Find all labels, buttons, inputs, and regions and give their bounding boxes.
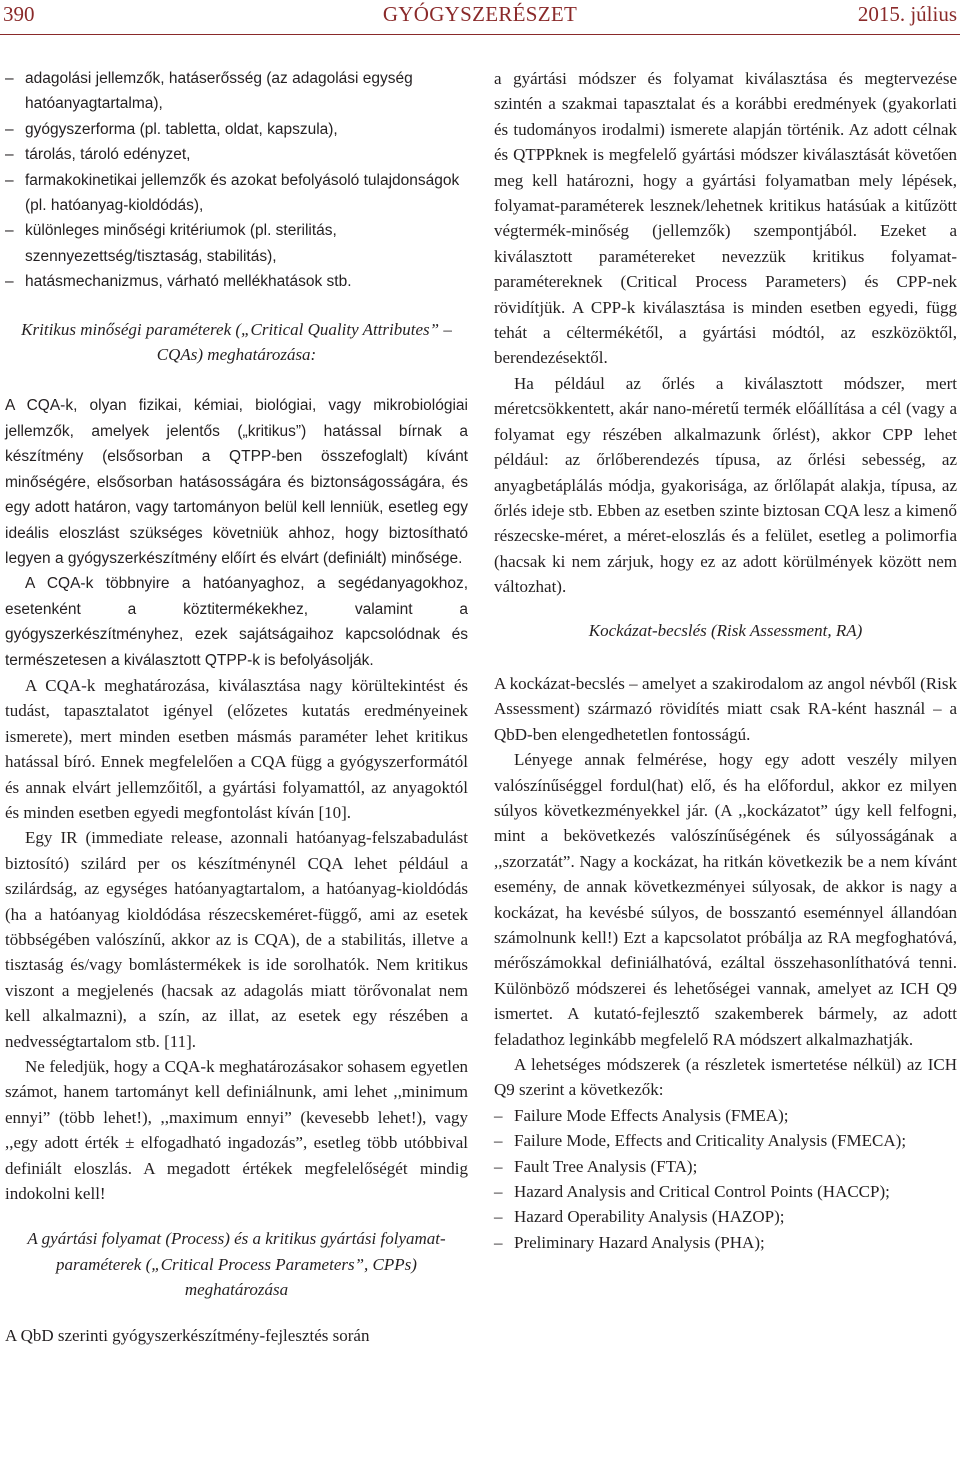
list-item: – farmakokinetikai jellemzők és azokat befolyásoló tulajdonságok (pl. hatóanyag-kioldódás),: [5, 168, 468, 219]
paragraph: A kockázat-becslés – amelyet a szakirodalom az angol névből (Risk Assessment) származó rövidítés miatt csak RA-ként használ – a QbD-ben elengedhetetlen fontosságú.: [494, 673, 957, 744]
paragraph: Ne feledjük, hogy a CQA-k meghatározásakor sohasem egyetlen számot, hanem tartományt kell definiálnunk, ami lehet ,,minimum ennyi” (több lehet!), ,,maximum ennyi” (kevesebb lehet!), vagy ,,egy adott érték ± elfogadható ingadozás”, esetleg több utóbbival definiált eloszlás. A megadott értékek megfelelőségét mindig indokolni kell!: [5, 1057, 468, 1204]
paragraph: A CQA-k meghatározása, kiválasztása nagy körültekintést és tudást, tapasztalatot igényel (előzetes kutatás eredményeinek ismerete), mert minden esetben másmás paraméter lehet kritikus hatással bíró. Ennek megfelelően a CQA függ a gyógyszerformától és annak elvárt jellemzőitől, a gyártási folyamattól, az anyagoktól és minden esetben egyedi megfontolást kíván [10].: [5, 675, 468, 822]
paragraph: A lehetséges módszerek (a részletek ismertetése nélkül) az ICH Q9 szerint a következők:: [494, 1055, 957, 1100]
journal-title: GYÓGYSZERÉSZET: [382, 2, 578, 26]
paragraph: a gyártási módszer és folyamat kiválasztása és megtervezése szintén a szakmai tapasztalat és a korábbi eredmények (gyakorlati és tudományos irodalmi) ismerete alapján történik. Az adott célnak és QTPPknek is megfelelő gyártási módszer kiválasztását követően meg kell határozni, hogy a gyártási folyamatban mely lépések, folyamat-paraméterek lesznek/lehetnek kritikus hatásúak a kitűzött végtermék-minőség (jellemzők) szempontjából. Ezeket a kiválasztott paramétereket nevezzük kritikus folyamat-paramétereknek (Critical Process Parameters) és CPP-nek rövidítjük. A CPP-k kiválasztása is minden esetben egyedi, függ tehát a céltermékétől, a gyártási módtól, az eszközöktől, berendezésektől.: [494, 69, 957, 368]
list-item: – gyógyszerforma (pl. tabletta, oldat, kapszula),: [5, 117, 468, 142]
list-item: – Preliminary Hazard Analysis (PHA);: [494, 1230, 957, 1255]
method-list: [494, 1103, 957, 1255]
section-heading-cqa: Kritikus minőségi paraméterek („Critical Quality Attributes” – CQAs) meghatározása:: [21, 319, 452, 365]
paragraph: A CQA-k többnyire a hatóanyaghoz, a segédanyagokhoz, esetenként a köztitermékekhez, valamint a gyógyszerkészítményhez, ezek sajátságaihoz kapcsolódnak és természetesen a kiválasztott QTPP-k is befolyásolják.: [5, 575, 468, 669]
attribute-list: [5, 66, 468, 295]
list-item: – tárolás, tároló edényzet,: [5, 142, 468, 167]
section-heading-cpp: A gyártási folyamat (Process) és a kritikus gyártási folyamat-paraméterek („Critical Process Parameters”, CPPs) meghatározása: [27, 1229, 446, 1300]
left-column: [5, 66, 468, 1348]
list-item: – különleges minőségi kritériumok (pl. sterilitás, szennyezettség/tisztaság, stabilitás),: [5, 218, 468, 269]
paragraph: Lényege annak felmérése, hogy egy adott veszély milyen valószínűséggel fordul(hat) elő, és ha előfordul, akkor ez milyen súlyos következményekkel jár. (A ,,kockázatot” úgy kell felfogni, mint a bekövetkezés valószínűségének és súlyosságának a ,,szorzatát”. Nagy a kockázat, ha ritkán következik be a nem kívánt esemény, de annak következményei súlyosak, de akkor is nagy a kockázat, ha kevésbé súlyos, de bosszantó eseménnyel állandóan számolnunk kell!) Ezt a kapcsolatot próbálja az RA megfoghatóvá, mérőszámokkal definiálhatóvá, ezáltal összehasonlíthatóvá tenni. Különböző módszerei és lehetőségei vannak, amelyet az ICH Q9 ismertet. A kutató-fejlesztő szakemberek bármely, az adott feladathoz leginkább megfelelő RA módszert alkalmazhatják.: [494, 750, 957, 1049]
list-item: – hatásmechanizmus, várható mellékhatások stb.: [5, 269, 468, 294]
list-item: – Failure Mode Effects Analysis (FMEA);: [494, 1103, 957, 1128]
header-rule: [0, 34, 960, 35]
paragraph: Ha például az őrlés a kiválasztott módszer, mert méretcsökkentett, akár nano-méretű termék előállítása a cél (vagy a folyamat egy részében alkalmazunk őrlést), akkor CPP lehet például: az őrlőberendezés típusa, az őrlési sebesség, az anyagbetáplálás módja, gyakorisága, az őrlőlapát alakja, típusa, az őrlés ideje stb. Ebben az esetben szinte biztosan CQA lesz a kimenő részecske-méret, a méret-eloszlás és a felület, esetleg a polimorfia (hacsak ki nem zárjuk, hogy ez az adott körülmények között nem változhat).: [494, 373, 957, 597]
list-item: – Failure Mode, Effects and Criticality Analysis (FMECA);: [494, 1128, 957, 1153]
right-column: [494, 66, 957, 1255]
list-item: – Hazard Operability Analysis (HAZOP);: [494, 1204, 957, 1229]
list-item: – adagolási jellemzők, hatáserősség (az adagolási egység hatóanyagtartalma),: [5, 66, 468, 117]
page-number: 390: [3, 2, 35, 26]
paragraph: A CQA-k, olyan fizikai, kémiai, biológiai, vagy mikrobiológiai jellemzők, amelyek jelentős („kritikus”) hatással bírnak a készítmény (elsősorban a QTPP-ben összefoglalt) kívánt minőségére, elsősorban hatásosságára és biztonságosságára, és egy adott határon, vagy tartományon belül kell lenniük, esetleg egy ideális eloszlást szükséges követniük ahhoz, hogy biztosítható legyen a gyógyszerkészítmény előírt és elvárt (definiált) minősége.: [5, 397, 468, 567]
section-heading-ra: Kockázat-becslés (Risk Assessment, RA): [588, 620, 863, 640]
list-item: – Hazard Analysis and Critical Control Points (HACCP);: [494, 1179, 957, 1204]
paragraph: A QbD szerinti gyógyszerkészítmény-fejlesztés során: [5, 1325, 370, 1345]
issue-date: 2015. július: [857, 2, 957, 26]
page-header: [0, 2, 960, 28]
paragraph: Egy IR (immediate release, azonnali hatóanyag-felszabadulást biztosító) szilárd per os készítménynél CQA lehet például a szilárdság, az egységes hatóanyagtartalom, a hatóanyag-kioldódás (ha a hatóanyag kioldódása részecskeméret-függő, ami az esetek többségében valószínű, akkor az is CQA), de a stabilitás, illetve a tisztaság és/vagy bomlástermékek is ide sorolhatók. Nem kritikus viszont a megjelenés (hacsak az adagolás miatt törővonalat nem kell alkalmazni), a szín, az illat, az esetek egy részében a nedvességtartalom stb. [11].: [5, 828, 468, 1051]
list-item: – Fault Tree Analysis (FTA);: [494, 1154, 957, 1179]
